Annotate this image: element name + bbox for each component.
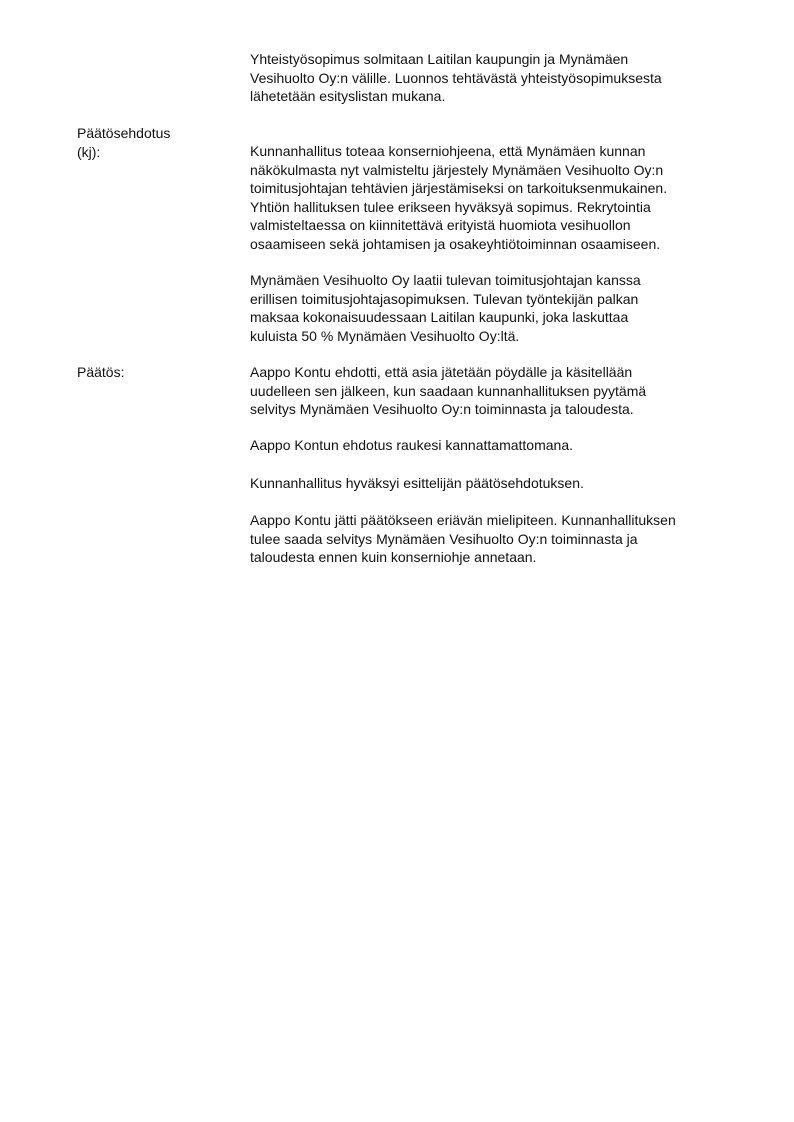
text-line: toimitusjohtajan tehtävien järjestämiseksi on tarkoituksenmukainen. <box>250 180 668 196</box>
intro-paragraph <box>250 50 740 106</box>
text-line: Yhtiön hallituksen tulee erikseen hyväksyä sopimus. Rekrytointia <box>250 198 651 215</box>
text-line: Aappo Kontun ehdotus raukesi kannattamattomana. <box>250 437 573 453</box>
text-line: valmisteltaessa on kiinnitettävä erityistä huomiota vesihuollon <box>250 217 631 233</box>
text-line: selvitys Mynämäen Vesihuolto Oy:n toiminnasta ja taloudesta. <box>250 401 634 417</box>
text-line: Kunnanhallitus toteaa konserniohjeena, että Mynämäen kunnan <box>250 143 646 159</box>
decision-paragraph <box>250 474 740 493</box>
proposal-label-line: Päätösehdotus <box>77 125 171 141</box>
text-line: uudelleen sen jälkeen, kun saadaan kunnanhallituksen pyytämä <box>250 382 647 399</box>
text-line: näkökulmasta nyt valmisteltu järjestely Mynämäen Vesihuolto Oy:n <box>250 161 664 178</box>
text-line: lähetetään esityslistan mukana. <box>250 88 446 104</box>
text-line: Vesihuolto Oy:n välille. Luonnos tehtävästä yhteistyösopimuksesta <box>250 69 662 86</box>
text-line: kuluista 50 % Mynämäen Vesihuolto Oy:ltä. <box>250 327 520 344</box>
decision-label-text: Päätös: <box>77 364 125 380</box>
text-line: Mynämäen Vesihuolto Oy laatii tulevan toimitusjohtajan kanssa <box>250 272 641 288</box>
proposal-label-line: (kj): <box>77 143 101 160</box>
text-line: Kunnanhallitus hyväksyi esittelijän päätösehdotuksen. <box>250 475 584 491</box>
decision-paragraph <box>250 363 740 419</box>
decision-label <box>77 363 237 382</box>
decision-paragraph <box>250 511 740 567</box>
text-line: osaamiseen sekä johtamisen ja osakeyhtiötoiminnan osaamiseen. <box>250 235 661 252</box>
text-line: maksaa kokonaisuudessaan Laitilan kaupunki, joka laskuttaa <box>250 309 629 325</box>
proposal-paragraph <box>250 142 740 253</box>
text-line: Aappo Kontu jätti päätökseen eriävän mielipiteen. Kunnanhallituksen <box>250 512 676 528</box>
text-line: tulee saada selvitys Mynämäen Vesihuolto Oy:n toiminnasta ja <box>250 530 638 547</box>
proposal-paragraph <box>250 271 740 345</box>
proposal-label <box>77 124 237 161</box>
decision-paragraph <box>250 436 740 455</box>
text-line: Aappo Kontu ehdotti, että asia jätetään pöydälle ja käsitellään <box>250 364 633 380</box>
text-line: Yhteistyösopimus solmitaan Laitilan kaupungin ja Mynämäen <box>250 51 629 67</box>
text-line: taloudesta ennen kuin konserniohje annetaan. <box>250 549 537 565</box>
text-line: erillisen toimitusjohtajasopimuksen. Tulevan työntekijän palkan <box>250 290 639 307</box>
